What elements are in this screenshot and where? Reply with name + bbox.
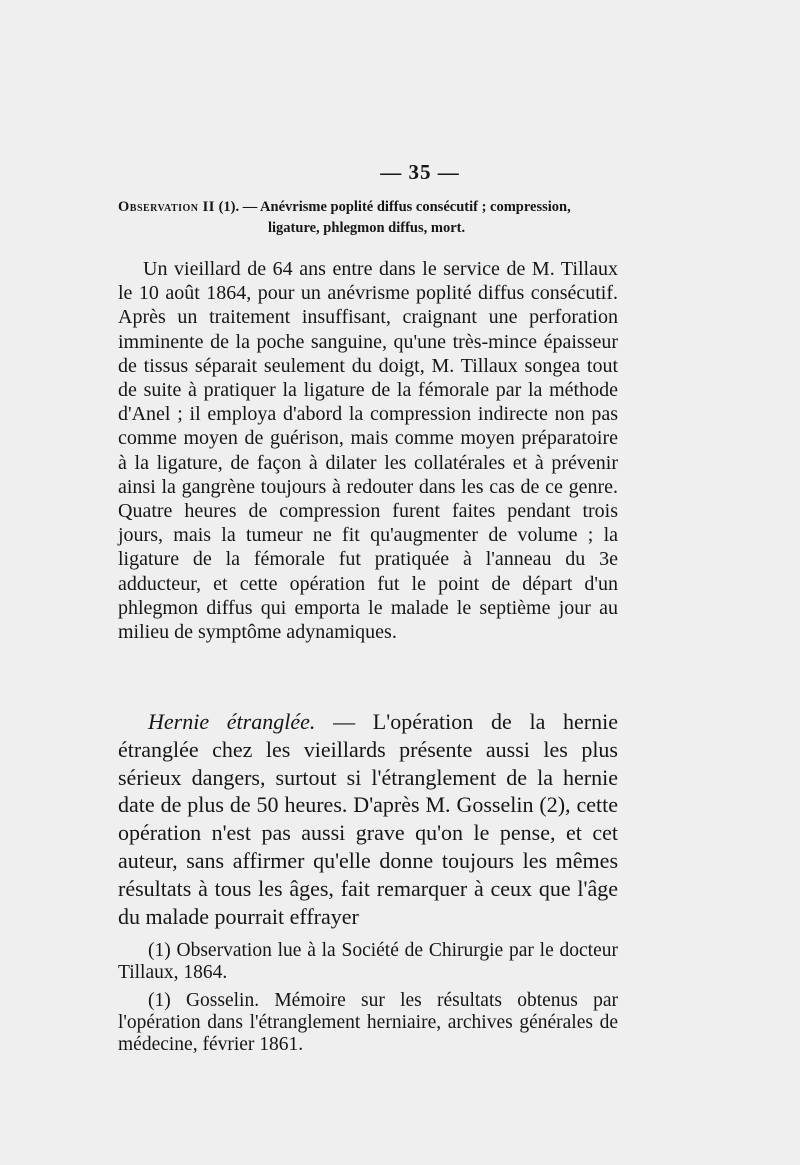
- observation-title-line1: — Anévrisme poplité diffus consécutif ; compression,: [242, 199, 571, 215]
- case-paragraph: Un vieillard de 64 ans entre dans le service de M. Tillaux le 10 août 1864, pour un anévrisme poplité diffus consécutif. Après un traitement insuffisant, craignant une perforation imminente de la poche sanguine, qu'une très-mince épaisseur de tissus séparait seulement du doigt, M. Tillaux songea tout de suite à pratiquer la ligature de la fémorale par la méthode d'Anel ; il employa d'abord la compression indirecte non pas comme moyen de guérison, mais comme moyen préparatoire à la ligature, de façon à dilater les collatérales et à prévenir ainsi la gangrène toujours à redouter dans les cas de ce genre. Quatre heures de compression furent faites pendant trois jours, mais la tumeur ne fit qu'augmenter de volume ; la ligature de la fémorale fut pratiquée à l'anneau du 3e adducteur, et cette opération fut le point de départ d'un phlegmon diffus qui emporta le malade le septième jour au milieu de symptôme adynamiques.: [118, 258, 618, 644]
- hernia-paragraph: [118, 708, 618, 930]
- footnote-2: (1) Gosselin. Mémoire sur les résultats obtenus par l'opération dans l'étranglement herniaire, archives générales de médecine, février 1861.: [118, 990, 618, 1055]
- hernia-heading: Hernie étranglée.: [148, 709, 316, 734]
- observation-heading: [118, 197, 623, 239]
- page-number: — 35 —: [380, 160, 460, 184]
- observation-label: Observation II: [118, 199, 215, 215]
- observation-note-ref: (1).: [218, 199, 240, 215]
- footnotes: [118, 940, 618, 1062]
- footnote-1: (1) Observation lue à la Société de Chirurgie par le docteur Tillaux, 1864.: [118, 940, 618, 983]
- hernia-text: — L'opération de la hernie étranglée chez les vieillards présente aussi les plus sérieux dangers, surtout si l'étranglement de la hernie date de plus de 50 heures. D'après M. Gosselin (2), cette opération n'est pas aussi grave qu'on le pense, et cet auteur, sans affirmer qu'elle donne toujours les mêmes résultats à tous les âges, fait remarquer à ceux que l'âge du malade pourrait effrayer: [118, 709, 619, 929]
- observation-title-line2: ligature, phlegmon diffus, mort.: [268, 220, 466, 236]
